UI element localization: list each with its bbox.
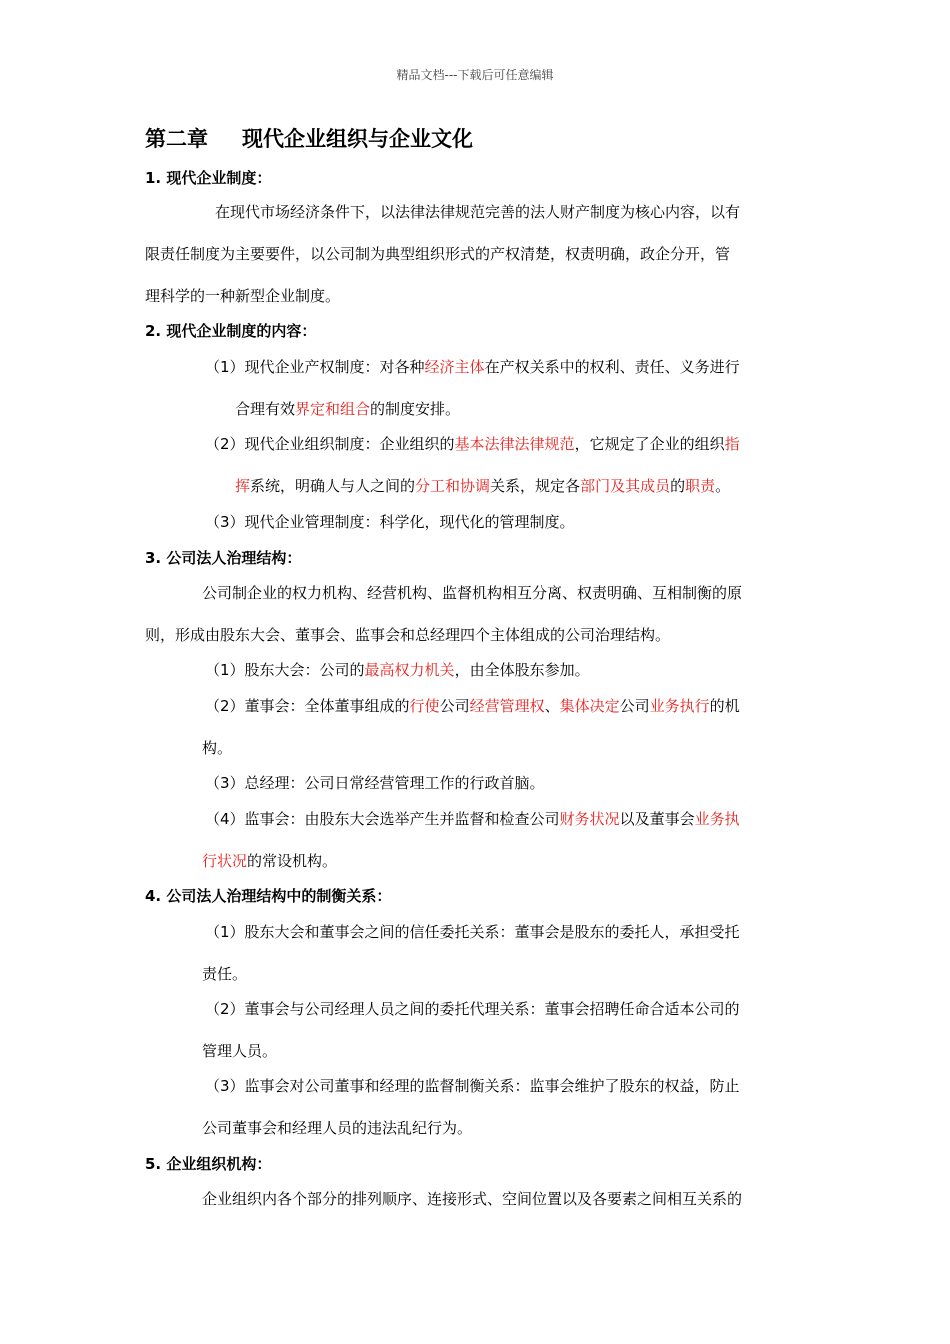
section-2-item-1: [205, 357, 740, 377]
section-4-item-1: （1）股东大会和董事会之间的信任委托关系：董事会是股东的委托人，承担受托: [205, 923, 740, 941]
section-1-paragraph-line: 限责任制度为主要要件，以公司制为典型组织形式的产权清楚，权责明确，政企分开，管: [145, 245, 731, 263]
section-4-item-3-cont: 公司董事会和经理人员的违法乱纪行为。: [202, 1119, 473, 1137]
text: （1）股东大会：公司的: [205, 661, 365, 679]
text: 。: [715, 477, 731, 495]
highlight: 指: [724, 435, 740, 453]
section-3-item-2-cont: 构。: [202, 739, 233, 757]
section-1-heading: 1. 现代企业制度：: [145, 169, 272, 187]
section-2-item-2-cont: [235, 476, 730, 496]
section-3-item-1: [205, 660, 590, 680]
highlight: 行状况: [202, 852, 248, 870]
section-4-item-2: （2）董事会与公司经理人员之间的委托代理关系：董事会招聘任命合适本公司的: [205, 1000, 740, 1018]
text: （4）监事会：由股东大会选举产生并监督和检查公司: [205, 810, 560, 828]
section-2-item-1-cont: [235, 399, 460, 419]
section-4-item-1-cont: 责任。: [202, 965, 248, 983]
section-3-item-4: [205, 809, 740, 829]
section-1-paragraph-line: 理科学的一种新型企业制度。: [145, 287, 341, 305]
section-1-paragraph-line: 在现代市场经济条件下，以法律法律规范完善的法人财产制度为核心内容，以有: [215, 203, 741, 221]
text: （1）现代企业产权制度：对各种: [205, 358, 425, 376]
section-2-item-2: [205, 434, 740, 454]
highlight: 经营管理权: [469, 697, 545, 715]
highlight: 财务状况: [559, 810, 620, 828]
section-3-item-4-cont: [202, 851, 337, 871]
text: 的机: [709, 697, 740, 715]
section-5-paragraph-line: 企业组织内各个部分的排列顺序、连接形式、空间位置以及各要素之间相互关系的: [202, 1190, 743, 1208]
text: 在产权关系中的权利、责任、义务进行: [484, 358, 740, 376]
section-3-item-2: [205, 696, 740, 716]
text: 以及董事会: [619, 810, 695, 828]
highlight: 基本法律法律规范: [454, 435, 575, 453]
section-5-heading: 5. 企业组织机构：: [145, 1155, 272, 1173]
page-header: 精品文档---下载后可任意编辑: [396, 68, 554, 82]
highlight: 业务执: [694, 810, 740, 828]
highlight: 最高权力机关: [364, 661, 455, 679]
section-3-paragraph-line: 公司制企业的权力机构、经营机构、监督机构相互分离、权责明确、互相制衡的原: [202, 584, 743, 602]
chapter-title: [145, 123, 473, 153]
text: ，它规定了企业的组织: [574, 435, 725, 453]
chapter-number: 第二章: [145, 127, 208, 151]
text: 的常设机构。: [247, 852, 338, 870]
text: 合理有效: [235, 400, 296, 418]
highlight: 职责: [685, 477, 716, 495]
section-2-heading: 2. 现代企业制度的内容：: [145, 322, 317, 340]
highlight: 经济主体: [424, 358, 485, 376]
highlight: 分工和协调: [415, 477, 491, 495]
highlight: 行使: [409, 697, 440, 715]
section-3-paragraph-line: 则，形成由股东大会、董事会、监事会和总经理四个主体组成的公司治理结构。: [145, 626, 671, 644]
highlight: 业务执行: [649, 697, 710, 715]
text: 关系，规定各: [490, 477, 581, 495]
text: 公司: [439, 697, 470, 715]
text: 、: [544, 697, 560, 715]
text: ，由全体股东参加。: [454, 661, 590, 679]
highlight: 界定和组合: [295, 400, 371, 418]
text: （2）现代企业组织制度：企业组织的: [205, 435, 455, 453]
text: 系统，明确人与人之间的: [250, 477, 416, 495]
text: 公司: [619, 697, 650, 715]
section-4-item-3: （3）监事会对公司董事和经理的监督制衡关系：监事会维护了股东的权益，防止: [205, 1077, 740, 1095]
section-4-heading: 4. 公司法人治理结构中的制衡关系：: [145, 887, 392, 905]
section-2-item-3: （3）现代企业管理制度：科学化，现代化的管理制度。: [205, 513, 575, 531]
text: （2）董事会：全体董事组成的: [205, 697, 410, 715]
section-3-item-3: （3）总经理：公司日常经营管理工作的行政首脑。: [205, 774, 545, 792]
text: 的制度安排。: [370, 400, 461, 418]
highlight: 部门及其成员: [580, 477, 671, 495]
text: 的: [670, 477, 686, 495]
highlight: 挥: [235, 477, 251, 495]
section-3-heading: 3. 公司法人治理结构：: [145, 549, 302, 567]
highlight: 集体决定: [559, 697, 620, 715]
chapter-name: 现代企业组织与企业文化: [242, 127, 473, 151]
section-4-item-2-cont: 管理人员。: [202, 1042, 278, 1060]
